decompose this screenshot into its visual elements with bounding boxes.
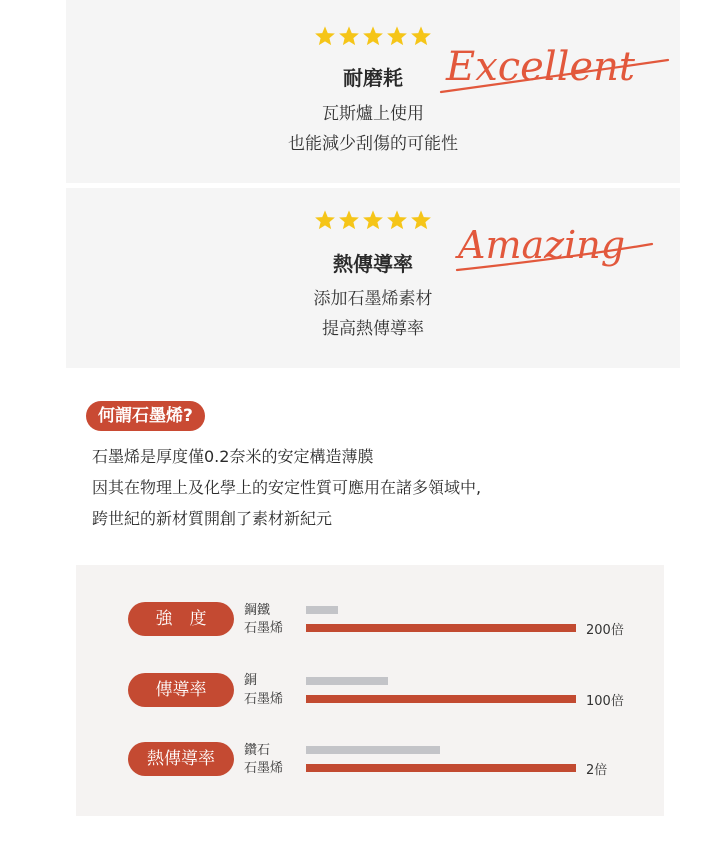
base-material-label: 銅 [244, 673, 258, 688]
base-material-label: 鑽石 [244, 743, 271, 758]
card-description [66, 99, 680, 159]
card-description-line: 添加石墨烯素材 [313, 289, 433, 309]
card-description-line: 提高熱傳導率 [322, 319, 424, 339]
description-line: 跨世紀的新材質開創了素材新紀元 [92, 509, 333, 528]
svg-text:Excellent: Excellent [446, 44, 635, 90]
amazing-script-logo [452, 206, 662, 286]
base-material-bar [306, 677, 388, 685]
rating-stars [314, 25, 432, 47]
card-title: 耐磨耗 [343, 66, 403, 90]
multiplier-label: 200倍 [586, 623, 624, 638]
base-material-bar [306, 746, 440, 754]
comparison-label-heat-conductivity: 熱傳導率 [128, 742, 234, 776]
rating-stars [314, 209, 432, 231]
multiplier-label: 100倍 [586, 694, 624, 709]
section-title-badge: 何謂石墨烯? [86, 401, 205, 431]
card-title: 熱傳導率 [333, 252, 413, 276]
graphene-material-label: 石墨烯 [244, 621, 284, 636]
graphene-bar [306, 624, 576, 632]
card-description [66, 284, 680, 344]
graphene-material-label: 石墨烯 [244, 692, 284, 707]
svg-text:Amazing: Amazing [458, 223, 626, 267]
star-icon [314, 25, 336, 47]
graphene-material-label: 石墨烯 [244, 761, 284, 776]
multiplier-label: 2倍 [586, 763, 608, 778]
graphene-description [92, 441, 481, 534]
card-description-line: 也能減少刮傷的可能性 [288, 134, 458, 154]
description-line: 石墨烯是厚度僅0.2奈米的安定構造薄膜 [92, 447, 374, 466]
feature-card-wear-resistance [66, 0, 680, 183]
star-icon [410, 209, 432, 231]
base-material-bar [306, 606, 338, 614]
star-icon [314, 209, 336, 231]
comparison-label-conductivity: 傳導率 [128, 673, 234, 707]
star-icon [386, 25, 408, 47]
base-material-label: 鋼鐵 [244, 603, 271, 618]
star-icon [338, 209, 360, 231]
feature-card-heat-conductivity [66, 188, 680, 368]
card-description-line: 瓦斯爐上使用 [322, 104, 424, 124]
star-icon [338, 25, 360, 47]
star-icon [362, 25, 384, 47]
comparison-label-strength: 強 度 [128, 602, 234, 636]
comparison-panel [76, 565, 664, 816]
graphene-bar [306, 764, 576, 772]
description-line: 因其在物理上及化學上的安定性質可應用在諸多領域中, [92, 478, 482, 497]
star-icon [386, 209, 408, 231]
star-icon [410, 25, 432, 47]
excellent-script-logo [436, 22, 676, 102]
star-icon [362, 209, 384, 231]
graphene-bar [306, 695, 576, 703]
